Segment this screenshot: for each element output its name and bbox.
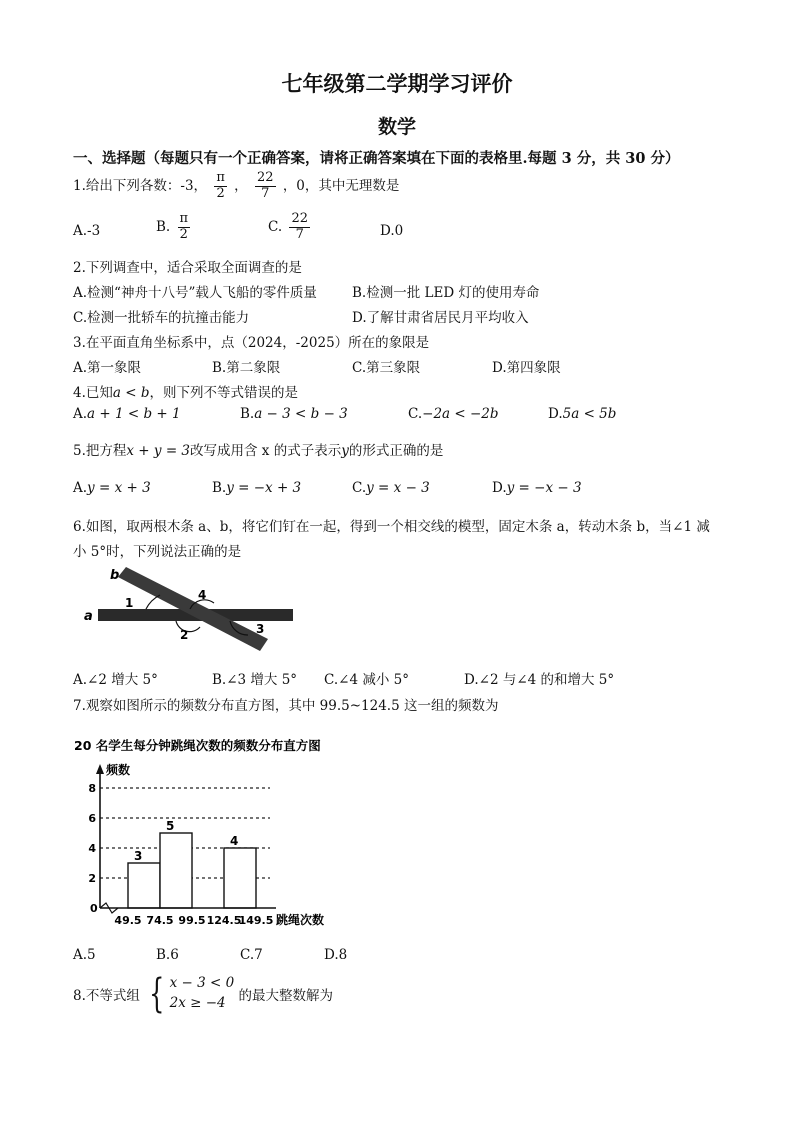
y-axis-label: 频数 — [106, 763, 131, 777]
q3-option-c: C.第三象限 — [352, 360, 421, 376]
q5-option-a: A.y = x + 3 — [73, 480, 151, 496]
q1-option-d: D.0 — [380, 223, 404, 239]
q8-stem: 8.不等式组 { x − 3 < 0 2x ≥ −4 的最大整数解为 — [73, 971, 334, 1017]
y-tick-label: 2 — [88, 872, 96, 885]
x-tick-label: 49.5 — [114, 914, 142, 927]
chart-labels — [88, 762, 324, 927]
section-heading: 一、选择题（每题只有一个正确答案，请将正确答案填在下面的表格里.每题 3 分，共 30 分） — [73, 150, 680, 167]
q2-option-d: D.了解甘肃省居民月平均收入 — [352, 310, 529, 326]
x-axis-label: 跳绳次数 — [276, 913, 325, 927]
q6-figure-intersecting-sticks — [80, 565, 305, 660]
origin-label: 0 — [90, 902, 98, 915]
q7-option-c: C.7 — [240, 947, 263, 963]
y-tick-label: 4 — [88, 842, 96, 855]
angle-1-label: 1 — [125, 596, 134, 610]
q4-option-d: D.5a < 5b — [548, 406, 617, 422]
page-title: 七年级第二学期学习评价 — [281, 71, 513, 96]
q1-stem: 1.给出下列各数：-3， $\frac{\pi}{2}$ ， $\frac{22}{7}$ ，0，其中无理数是 — [73, 170, 400, 201]
bar-value-label: 4 — [230, 834, 239, 848]
angle-3-label: 3 — [256, 622, 265, 636]
y-tick-label: 8 — [88, 782, 96, 795]
q4-option-b: B.a − 3 < b − 3 — [240, 406, 348, 422]
x-tick-label: 124.5 — [206, 914, 242, 927]
q3-option-d: D.第四象限 — [492, 360, 561, 376]
label-a: a — [84, 609, 93, 624]
q3-option-b: B.第二象限 — [212, 360, 281, 376]
label-b: b — [110, 568, 120, 583]
q3-option-a: A.第一象限 — [73, 360, 142, 376]
q6-option-c: C.∠4 减小 5° — [324, 672, 409, 688]
q7-option-a: A.5 — [73, 947, 96, 963]
fraction-22-over-7: $\frac{22}{7}$ — [256, 170, 274, 201]
q2-stem: 2.下列调查中，适合采取全面调查的是 — [73, 260, 302, 276]
q4-option-c: C.−2a < −2b — [408, 406, 499, 422]
q5-stem: 5.把方程x + y = 3改写成用含 x 的式子表示y的形式正确的是 — [73, 443, 444, 459]
histogram-bar — [160, 833, 192, 908]
q6-stem-line-2: 小 5°时，下列说法正确的是 — [73, 544, 242, 560]
y-tick-label: 6 — [88, 812, 96, 825]
angle-2-label: 2 — [180, 628, 189, 642]
fraction-pi-over-2: $\frac{\pi}{2}$ — [216, 170, 225, 201]
q1-option-a: A.-3 — [73, 223, 101, 239]
x-tick-label: 74.5 — [146, 914, 174, 927]
q4-stem: 4.已知a < b，则下列不等式错误的是 — [73, 385, 298, 401]
q2-option-b: B.检测一批 LED 灯的使用寿命 — [352, 285, 540, 301]
q6-option-d: D.∠2 与∠4 的和增大 5° — [464, 672, 615, 688]
chart-title: 20 名学生每分钟跳绳次数的频数分布直方图 — [74, 738, 321, 753]
q6-option-b: B.∠3 增大 5° — [212, 672, 298, 688]
inequality-2: 2x ≥ −4 — [169, 995, 226, 1011]
q1-option-c: C. $\frac{22}{7}$ — [268, 211, 308, 242]
q1-option-b: B. $\frac{\pi}{2}$ — [156, 211, 189, 242]
left-brace: { — [149, 971, 165, 1017]
angle-4-label: 4 — [198, 588, 207, 602]
q7-stem: 7.观察如图所示的频数分布直方图，其中 99.5~124.5 这一组的频数为 — [73, 698, 499, 714]
inequality-system — [144, 971, 235, 1017]
q5-option-c: C.y = x − 3 — [352, 480, 430, 496]
histogram-bar — [224, 848, 256, 908]
histogram-bar — [128, 863, 160, 908]
subject-title: 数学 — [377, 116, 416, 138]
y-axis-arrow — [96, 764, 104, 774]
x-tick-label: 149.5 — [238, 914, 274, 927]
q6-option-a: A.∠2 增大 5° — [73, 672, 158, 688]
q3-stem: 3.在平面直角坐标系中，点（2024，-2025）所在的象限是 — [73, 335, 430, 351]
q6-stem-line-1: 6.如图，取两根木条 a、b，将它们钉在一起，得到一个相交线的模型，固定木条 a，转动木条 b，当∠1 减 — [73, 519, 710, 535]
q7-option-b: B.6 — [156, 947, 179, 963]
q7-option-d: D.8 — [324, 947, 348, 963]
q5-option-b: B.y = −x + 3 — [212, 480, 302, 496]
q7-histogram — [70, 732, 370, 942]
bar-value-label: 5 — [166, 819, 175, 833]
q5-option-d: D.y = −x − 3 — [492, 480, 582, 496]
x-tick-label: 99.5 — [178, 914, 206, 927]
q4-option-a: A.a + 1 < b + 1 — [73, 406, 181, 422]
bar-value-label: 3 — [134, 849, 143, 863]
q2-option-a: A.检测“神舟十八号”载人飞船的零件质量 — [73, 285, 317, 301]
inequality-1: x − 3 < 0 — [169, 975, 235, 992]
q2-option-c: C.检测一批轿车的抗撞击能力 — [73, 310, 250, 326]
